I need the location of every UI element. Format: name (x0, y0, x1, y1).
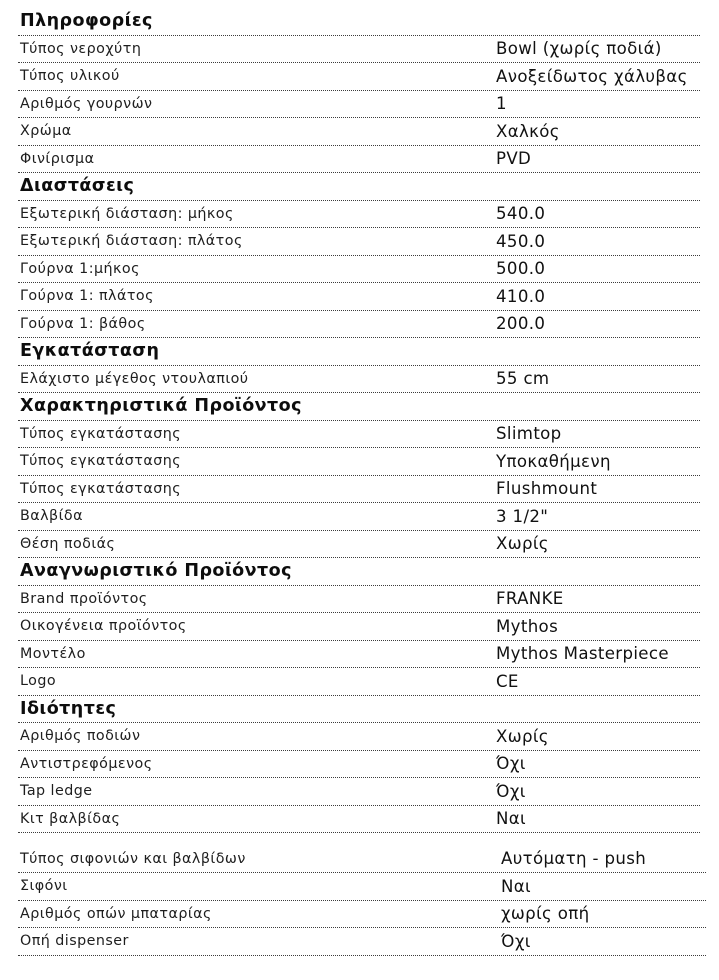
spec-value: Αυτόματη - push (501, 849, 647, 869)
spec-row (18, 63, 700, 91)
spec-value: 55 cm (496, 369, 550, 389)
spec-label: Γούρνα 1: βάθος (20, 315, 146, 332)
spec-value: Όχι (496, 754, 526, 774)
spec-value: Όχι (496, 781, 526, 801)
spec-row (18, 366, 700, 394)
section-heading: Διαστάσεις (18, 173, 700, 201)
spec-row (18, 476, 700, 504)
section-information (0, 8, 719, 173)
section-heading: Εγκατάσταση (18, 338, 700, 366)
spec-value: Slimtop (496, 424, 562, 444)
spec-value: Ανοξείδωτος χάλυβας (496, 66, 688, 86)
spec-label: Γούρνα 1:μήκος (20, 260, 140, 277)
spec-value: Mythos (496, 616, 559, 636)
section-product-features (0, 393, 719, 558)
spec-label: Logo (20, 673, 57, 690)
spec-label: Brand προϊόντος (20, 590, 148, 607)
spec-row (18, 283, 700, 311)
spec-value: CE (496, 671, 519, 691)
spec-label: Κιτ βαλβίδας (20, 810, 121, 827)
spec-value: χωρίς οπή (501, 904, 590, 924)
spec-value: FRANKE (496, 589, 564, 609)
spec-value: Χωρίς (496, 726, 549, 746)
spec-row (18, 503, 700, 531)
spec-row (18, 668, 700, 696)
spec-row (18, 421, 700, 449)
section-heading: Αναγνωριστικό Προϊόντος (18, 558, 700, 586)
spec-value: 450.0 (496, 231, 546, 251)
spec-row (18, 311, 700, 339)
spec-value: Flushmount (496, 479, 598, 499)
spec-label: Τύπος υλικού (20, 68, 120, 85)
spec-label: Τύπος εγκατάστασης (20, 425, 182, 442)
spec-label: Οπή dispenser (20, 933, 129, 950)
section-heading: Πληροφορίες (18, 8, 700, 36)
spec-value: 540.0 (496, 204, 546, 224)
spec-label: Βαλβίδα (20, 508, 83, 525)
spec-label: Μοντέλο (20, 645, 86, 662)
spec-row (18, 873, 706, 901)
section-properties (0, 696, 719, 956)
spec-row (18, 928, 706, 956)
spec-label: Τύπος σιφονιών και βαλβίδων (20, 850, 246, 867)
spec-row (18, 846, 706, 874)
spec-value: Bowl (χωρίς ποδιά) (496, 39, 662, 59)
spec-label: Χρώμα (20, 123, 72, 140)
spec-row (18, 256, 700, 284)
spec-value: Χωρίς (496, 534, 549, 554)
spec-label: Αριθμός ποδιών (20, 728, 141, 745)
spec-label: Εξωτερική διάσταση: πλάτος (20, 233, 243, 250)
spec-label: Αριθμός γουρνών (20, 95, 153, 112)
section-installation (0, 338, 719, 393)
spec-value: Χαλκός (496, 121, 560, 141)
spec-row (18, 228, 700, 256)
spec-value: 200.0 (496, 314, 546, 334)
spec-row (18, 613, 700, 641)
spec-label: Οικογένεια προϊόντος (20, 618, 187, 635)
spec-row (18, 531, 700, 559)
properties-continued (0, 846, 719, 956)
spec-value: 500.0 (496, 259, 546, 279)
spec-label: Αριθμός οπών μπαταρίας (20, 905, 212, 922)
section-heading: Ιδιότητες (18, 696, 700, 724)
spec-value: 410.0 (496, 286, 546, 306)
spec-row (18, 146, 700, 174)
spec-value: Όχι (501, 931, 531, 951)
spec-label: Εξωτερική διάσταση: μήκος (20, 205, 234, 222)
spec-row (18, 723, 700, 751)
spec-label: Ελάχιστο μέγεθος ντουλαπιού (20, 370, 249, 387)
spec-label: Θέση ποδιάς (20, 535, 116, 552)
section-product-identification (0, 558, 719, 696)
spec-row (18, 201, 700, 229)
spec-label: Τύπος εγκατάστασης (20, 453, 182, 470)
spec-row (18, 641, 700, 669)
spec-value: Υποκαθήμενη (496, 451, 611, 471)
spec-row (18, 778, 700, 806)
spec-row (18, 118, 700, 146)
spec-label: Φινίρισμα (20, 150, 95, 167)
spec-value: Mythos Masterpiece (496, 644, 669, 664)
spec-label: Αντιστρεφόμενος (20, 755, 153, 772)
spec-value: 3 1/2" (496, 506, 549, 526)
spec-label: Γούρνα 1: πλάτος (20, 288, 154, 305)
spec-value: Ναι (501, 876, 532, 896)
spec-label: Τύπος εγκατάστασης (20, 480, 182, 497)
spec-label: Tap ledge (20, 783, 93, 800)
spec-row (18, 901, 706, 929)
spec-row (18, 448, 700, 476)
spec-value: Ναι (496, 809, 527, 829)
section-dimensions (0, 173, 719, 338)
spec-row (18, 806, 700, 834)
spec-value: PVD (496, 149, 532, 169)
spec-value: 1 (496, 94, 507, 114)
spec-label: Σιφόνι (20, 878, 68, 895)
section-heading: Χαρακτηριστικά Προϊόντος (18, 393, 700, 421)
spec-row (18, 91, 700, 119)
spec-row (18, 751, 700, 779)
spec-row (18, 586, 700, 614)
spec-label: Τύπος νεροχύτη (20, 40, 142, 57)
spec-row (18, 36, 700, 64)
